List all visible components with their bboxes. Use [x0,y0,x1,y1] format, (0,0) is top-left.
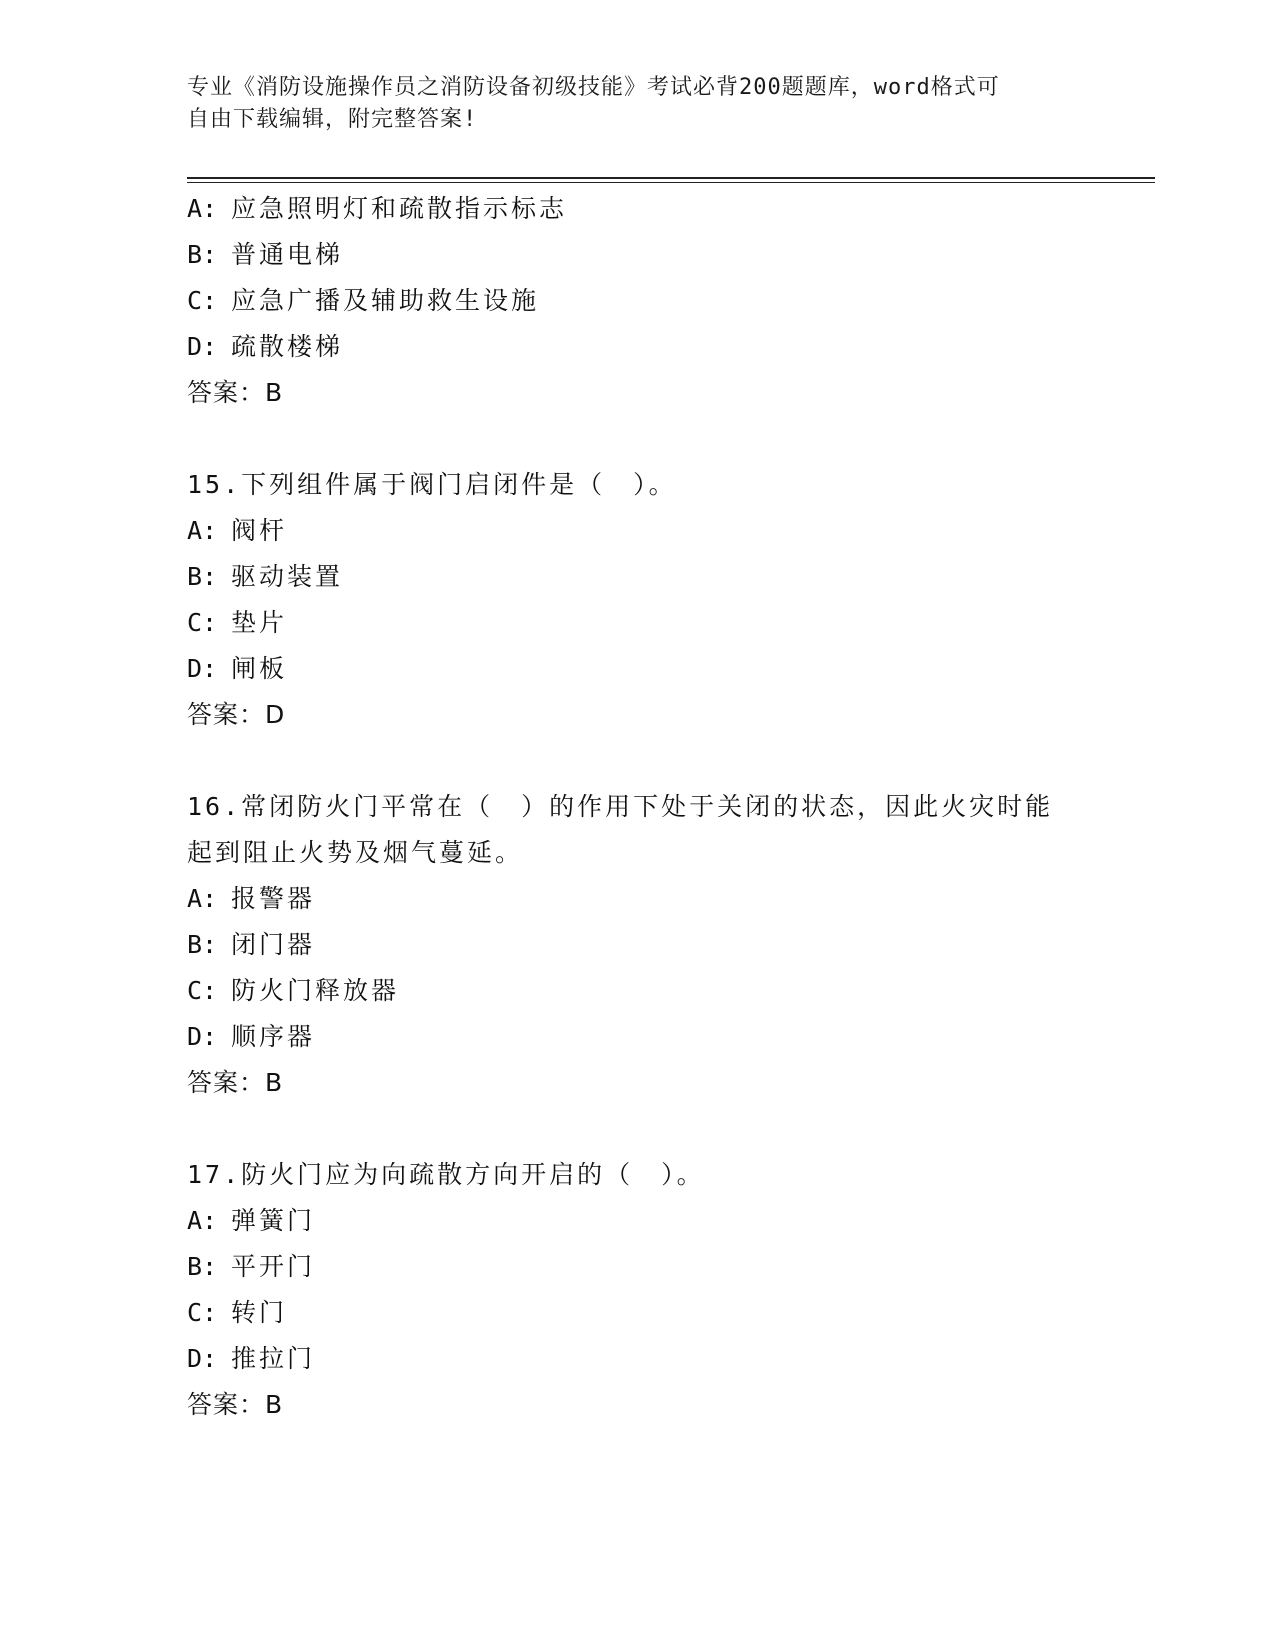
option-label: D: [187,1344,218,1373]
document-header [187,72,1067,136]
option-text: 顺序器 [231,1022,316,1051]
option-b [187,922,1087,968]
option-label: C: [187,286,218,315]
option-c [187,1290,1087,1336]
option-d [187,324,1087,370]
option-text: 疏散楼梯 [231,332,344,361]
option-label: D: [187,1022,218,1051]
option-d [187,1336,1087,1382]
option-text: 应急广播及辅助救生设施 [231,286,540,315]
question-text: 17.防火门应为向疏散方向开启的（ ）。 [187,1160,705,1189]
option-label: B: [187,240,218,269]
option-label: D: [187,654,218,683]
option-a [187,1198,1087,1244]
header-line-1: 专业《消防设施操作员之消防设备初级技能》考试必背200题题库，word格式可 [187,75,1000,100]
question-text-line-2: 起到阻止火势及烟气蔓延。 [187,838,524,867]
option-b [187,232,1087,278]
answer-line: 答案：B [187,1068,284,1097]
option-text: 平开门 [231,1252,316,1281]
option-label: A: [187,194,218,223]
option-text: 垫片 [231,608,288,637]
question-text-line-1: 16.常闭防火门平常在（ ）的作用下处于关闭的状态，因此火灾时能 [187,792,1054,821]
option-text: 推拉门 [231,1344,316,1373]
option-label: C: [187,608,218,637]
option-label: B: [187,930,218,959]
answer-line: 答案：D [187,700,286,729]
option-text: 普通电梯 [231,240,344,269]
option-label: B: [187,1252,218,1281]
option-text: 防火门释放器 [231,976,400,1005]
option-label: A: [187,884,218,913]
option-a [187,876,1087,922]
question-list [187,186,1087,1428]
question-15-block [187,462,1087,738]
option-d [187,1014,1087,1060]
option-b [187,554,1087,600]
option-text: 应急照明灯和疏散指示标志 [231,194,568,223]
option-c [187,278,1087,324]
header-line-2: 自由下载编辑，附完整答案! [187,107,478,132]
header-divider [187,177,1155,183]
option-text: 驱动装置 [231,562,344,591]
option-a [187,508,1087,554]
option-text: 转门 [231,1298,288,1327]
option-label: B: [187,562,218,591]
option-label: A: [187,1206,218,1235]
option-label: A: [187,516,218,545]
option-label: C: [187,1298,218,1327]
answer-line: 答案：B [187,378,284,407]
option-text: 闸板 [231,654,288,683]
answer-line: 答案：B [187,1390,284,1419]
option-text: 弹簧门 [231,1206,316,1235]
question-17-block [187,1152,1087,1428]
option-label: C: [187,976,218,1005]
option-text: 闭门器 [231,930,316,959]
option-b [187,1244,1087,1290]
option-c [187,968,1087,1014]
option-d [187,646,1087,692]
question-text: 15.下列组件属于阀门启闭件是（ ）。 [187,470,677,499]
question-14-block [187,186,1087,416]
option-label: D: [187,332,218,361]
option-c [187,600,1087,646]
question-16-block [187,784,1087,1106]
option-text: 阀杆 [231,516,288,545]
option-text: 报警器 [231,884,316,913]
option-a [187,186,1087,232]
